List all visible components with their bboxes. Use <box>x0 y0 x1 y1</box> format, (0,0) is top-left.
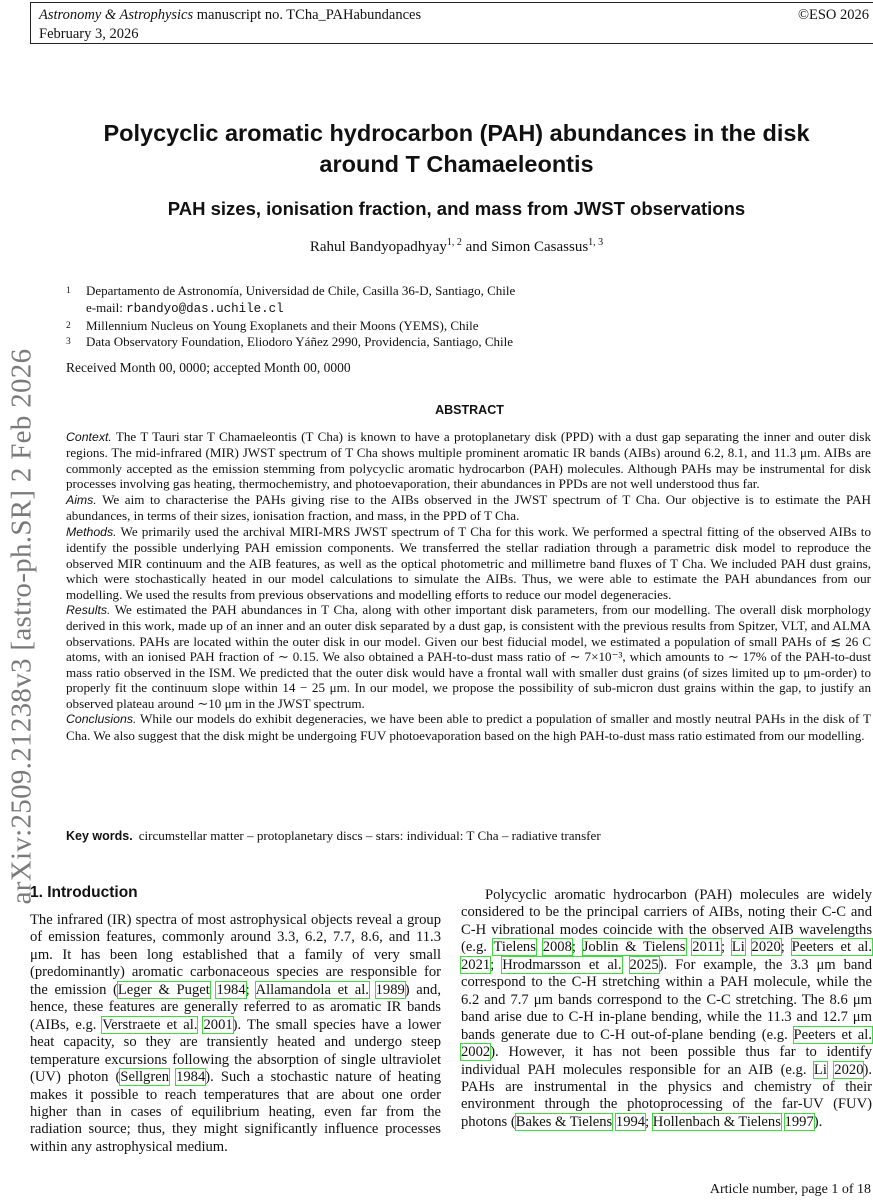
email-link[interactable]: rbandyo@das.uchile.cl <box>126 301 284 316</box>
citation-link[interactable]: 1994 <box>615 1113 646 1130</box>
affil-number: 1 <box>66 286 71 296</box>
page-footer: Article number, page 1 of 18 <box>709 1182 871 1197</box>
body-text: ; <box>490 956 503 973</box>
affiliations <box>66 283 515 351</box>
author-affil: 1, 2 <box>446 237 462 248</box>
abstract-text: We estimated the PAH abundances in T Cha, along with other important disk parameters, from our modelling. The overall disk morphology derived in this work, made up of an inner and an outer disk separated by a dust gap, is consistent with the previous results from Spitzer, VLT, and ALMA observations. PAHs are located within the outer disk in our model. Given our best fiducial model, we estimated a population of small PAHs of ≲ 26 C atoms, with an ionised PAH fraction of ∼ 0.15. We also obtained a PAH-to-dust mass ratio of ∼ 7×10⁻³, which amounts to ∼ 17% of the PAH-to-dust mass ratio observed in the ISM. We predicted that the outer disk would have a frontal wall with smaller dust grains (of sizes limited up to μm-order) to properly fit the continuum slope within 14 − 25 μm. In our model, we propose the possibility of sub-micron dust grains within the gap, to justify an observed plateau around ∼10 μm in the JWST spectrum. <box>66 601 871 711</box>
abstract-methods <box>66 524 871 602</box>
intro-left-column <box>30 912 441 1156</box>
affiliation-1 <box>66 283 515 300</box>
affil-text: Departamento de Astronomía, Universidad de Chile, Casilla 36-D, Santiago, Chile <box>86 283 516 298</box>
affil-number: 2 <box>66 320 71 331</box>
citation-link[interactable]: 1984 <box>176 1069 206 1086</box>
running-header <box>30 2 873 44</box>
body-text <box>745 939 752 955</box>
abstract-label: Aims. <box>66 492 97 507</box>
abstract-aims <box>66 492 871 524</box>
paper-subtitle: PAH sizes, ionisation fraction, and mass from JWST observations <box>167 198 746 219</box>
title-line-2: around T Chamaeleontis <box>319 151 594 177</box>
body-text: ). Such a stochastic nature of heating makes it possible to reach temperatures that are about one order higher than in cases of equilibrium heating, even far from the radiation source; thus, they might significantly influence processes within any astrophysical medium. <box>30 1069 442 1155</box>
body-text: ) and, hence, these features are generally referred to as aromatic IR bands (AIBs, e.g. <box>30 981 442 1033</box>
author-affil: 1, 3 <box>588 237 604 248</box>
abstract-results <box>66 602 871 711</box>
citation-link[interactable]: 2020 <box>751 939 781 956</box>
body-text <box>622 957 630 973</box>
body-text: Polycyclic aromatic hydrocarbon (PAH) molecules are widely considered to be the principal carriers of AIBs, noting their C-C and C-H vibrational modes coincide with the observed AIB wavelengths (e.g. <box>461 887 872 956</box>
affiliation-2 <box>66 318 515 335</box>
citation-link[interactable]: 1984 <box>216 981 246 998</box>
citation-link[interactable]: 2008 <box>542 939 572 956</box>
section-heading: 1. Introduction <box>30 884 138 901</box>
citation-link[interactable]: Leger & Puget <box>117 981 210 998</box>
received-dates: Received Month 00, 0000; accepted Month 00, 0000 <box>66 360 351 375</box>
citation-link[interactable]: 1989 <box>375 981 405 998</box>
affil-text: Millennium Nucleus on Young Exoplanets and their Moons (YEMS), Chile <box>86 317 479 333</box>
citation-link[interactable]: 2025 <box>629 956 659 973</box>
abstract-text: We aim to characterise the PAHs giving rise to the AIBs observed in the JWST spectrum of T Cha. Our objective is to estimate the PAH abundances, in terms of their sizes, ionisation fraction, and mass, in the PPD of T Cha. <box>66 491 871 524</box>
intro-paragraph-2 <box>461 887 872 1131</box>
abstract-text: The T Tauri star T Chamaeleontis (T Cha) is known to have a protoplanetary disk (PPD) with a dust gap separating the inner and outer disk regions. The mid-infrared (MIR) JWST spectrum of T Cha shows multiple prominent aromatic IR bands (AIBs) around 6.2, 8.1, and 11.3 μm. AIBs are commonly accepted as the emission stemming from polycyclic aromatic hydrocarbon (PAH) molecules. Although PAHs may be instrumental for disk processes involving gas heating, thermochemistry, and photoevaporation, their abundances in PPDs are not well understood thus far. <box>66 429 871 492</box>
citation-link[interactable]: 1997 <box>784 1113 814 1130</box>
body-text: ; <box>780 939 792 956</box>
citation-link[interactable]: Li <box>813 1061 827 1078</box>
body-text <box>536 939 543 955</box>
citation-link[interactable]: Verstraete et al. <box>102 1016 198 1033</box>
citation-link[interactable]: Hollenbach & Tielens <box>652 1113 781 1130</box>
citation-link[interactable]: Sellgren <box>120 1069 169 1086</box>
affil-number: 3 <box>66 337 71 348</box>
abstract-context <box>66 429 871 492</box>
abstract-label: Context. <box>66 430 112 444</box>
citation-link[interactable]: 2011 <box>692 939 721 956</box>
author-name: Rahul Bandyopadhyay <box>309 239 447 255</box>
abstract-heading: ABSTRACT <box>435 403 504 417</box>
body-text: ). For example, the 3.3 μm band correspond to the C-H stretching within a PAH molecule, while the 6.2 and 7.7 μm bands correspond to the C-C stretching. The 8.6 μm band arise due to C-H in-plane bending, while the 11.3 and 12.7 μm bands generate due to C-H out-of-plane bending (e.g. <box>461 956 872 1043</box>
arxiv-stamp: arXiv:2509.21238v3 [astro-ph.SR] 2 Feb 2026 <box>5 348 38 905</box>
keywords-label: Key words. <box>66 829 133 843</box>
abstract-label: Conclusions. <box>66 712 137 727</box>
body-text: ; <box>645 1113 653 1130</box>
citation-link[interactable]: Peeters et al. <box>793 1026 872 1043</box>
title-line-1: Polycyclic aromatic hydrocarbon (PAH) abundances in the disk <box>103 120 810 146</box>
journal-line <box>39 6 865 25</box>
abstract-conclusions <box>66 711 871 743</box>
citation-link[interactable]: Bakes & Tielens <box>515 1113 613 1130</box>
body-text: ; <box>720 939 732 956</box>
citation-link[interactable]: Hrodmarsson et al. <box>502 956 622 973</box>
copyright: ©ESO 2026 <box>797 7 869 23</box>
citation-link[interactable]: Joblin & Tielens <box>582 939 686 956</box>
body-text: ). The small species have a lower heat capacity, so they are transiently heated and undergo steep temperature excursions following the absorption of single ultraviolet (UV) photon ( <box>30 1016 441 1086</box>
citation-link[interactable]: 2001 <box>203 1016 233 1033</box>
citation-link[interactable]: Li <box>731 939 745 956</box>
body-text <box>781 1114 785 1130</box>
abstract-text: We primarily used the archival MIRI-MRS JWST spectrum of T Cha for this work. We performed a spectral fitting of the observed AIBs to identify the possible underlying PAH emission components. We transferred the stellar radiation through a parametric disk model to reproduce the observed MIR continuum and the AIB features, as well as the optical photometric and millimetre band fluxes of T Cha. We included PAH dust grains, which were stochastically heated in our model calculations to simulate the AIBs. Thus, we were able to estimate the PAH abundances from our modelling. We used the results from previous observations and modelling efforts to reduce our model degeneracies. <box>66 523 871 602</box>
author-list <box>40 237 873 256</box>
keywords <box>66 828 601 844</box>
manuscript-id: manuscript no. TCha_PAHabundances <box>193 7 422 23</box>
citation-link[interactable]: Tielens <box>493 939 536 956</box>
email-line <box>66 300 515 318</box>
intro-paragraph-1 <box>30 912 441 1156</box>
body-text: ; <box>245 981 256 998</box>
keywords-text: circumstellar matter – protoplanetary discs – stars: individual: T Cha – radiative transfer <box>138 828 601 843</box>
citation-link[interactable]: Peeters et al. <box>791 939 872 956</box>
citation-link[interactable]: 2021 <box>461 956 491 973</box>
citation-link[interactable]: 2002 <box>461 1044 491 1061</box>
affiliation-3 <box>66 334 515 351</box>
author-and: and <box>461 239 492 255</box>
email-label: e-mail: <box>86 299 127 315</box>
body-text <box>369 982 376 998</box>
body-text: ). <box>813 1113 823 1130</box>
citation-link[interactable]: Allamandola et al. <box>255 981 369 998</box>
abstract-label: Results. <box>66 602 111 617</box>
intro-right-column <box>461 887 872 1131</box>
body-text: ). However, it has not been possible thus far to identify individual PAH molecules responsible for an AIB (e.g. <box>461 1044 872 1078</box>
affil-text: Data Observatory Foundation, Eliodoro Yáñez 2990, Providencia, Santiago, Chile <box>86 334 513 350</box>
abstract-label: Methods. <box>66 524 117 539</box>
body-text: ; <box>571 939 583 956</box>
journal-name: Astronomy & Astrophysics <box>39 7 194 23</box>
header-date: February 3, 2026 <box>39 26 139 42</box>
citation-link[interactable]: 2020 <box>834 1061 864 1078</box>
paper-title <box>40 118 873 180</box>
author-name: Simon Casassus <box>491 239 589 255</box>
abstract-text: While our models do exhibit degeneracies, we have been able to predict a population of smaller and mostly neutral PAHs in the disk of T Cha. We also suggest that the disk might be undergoing FUV photoevaporation based on the high PAH-to-dust mass ratio estimated from our modelling. <box>66 711 871 743</box>
body-text: The infrared (IR) spectra of most astrophysical objects reveal a group of emission features, commonly around 3.3, 6.2, 7.7, 8.6, and 11.3 μm. It has been long established that a family of very small (predominantly) aromatic carbonaceous species are responsible for the emission ( <box>30 912 441 998</box>
body-text: ). PAHs are instrumental in the physics and chemistry of their environment through the photoprocessing of the far-UV (FUV) photons ( <box>461 1061 872 1130</box>
abstract <box>66 429 871 743</box>
